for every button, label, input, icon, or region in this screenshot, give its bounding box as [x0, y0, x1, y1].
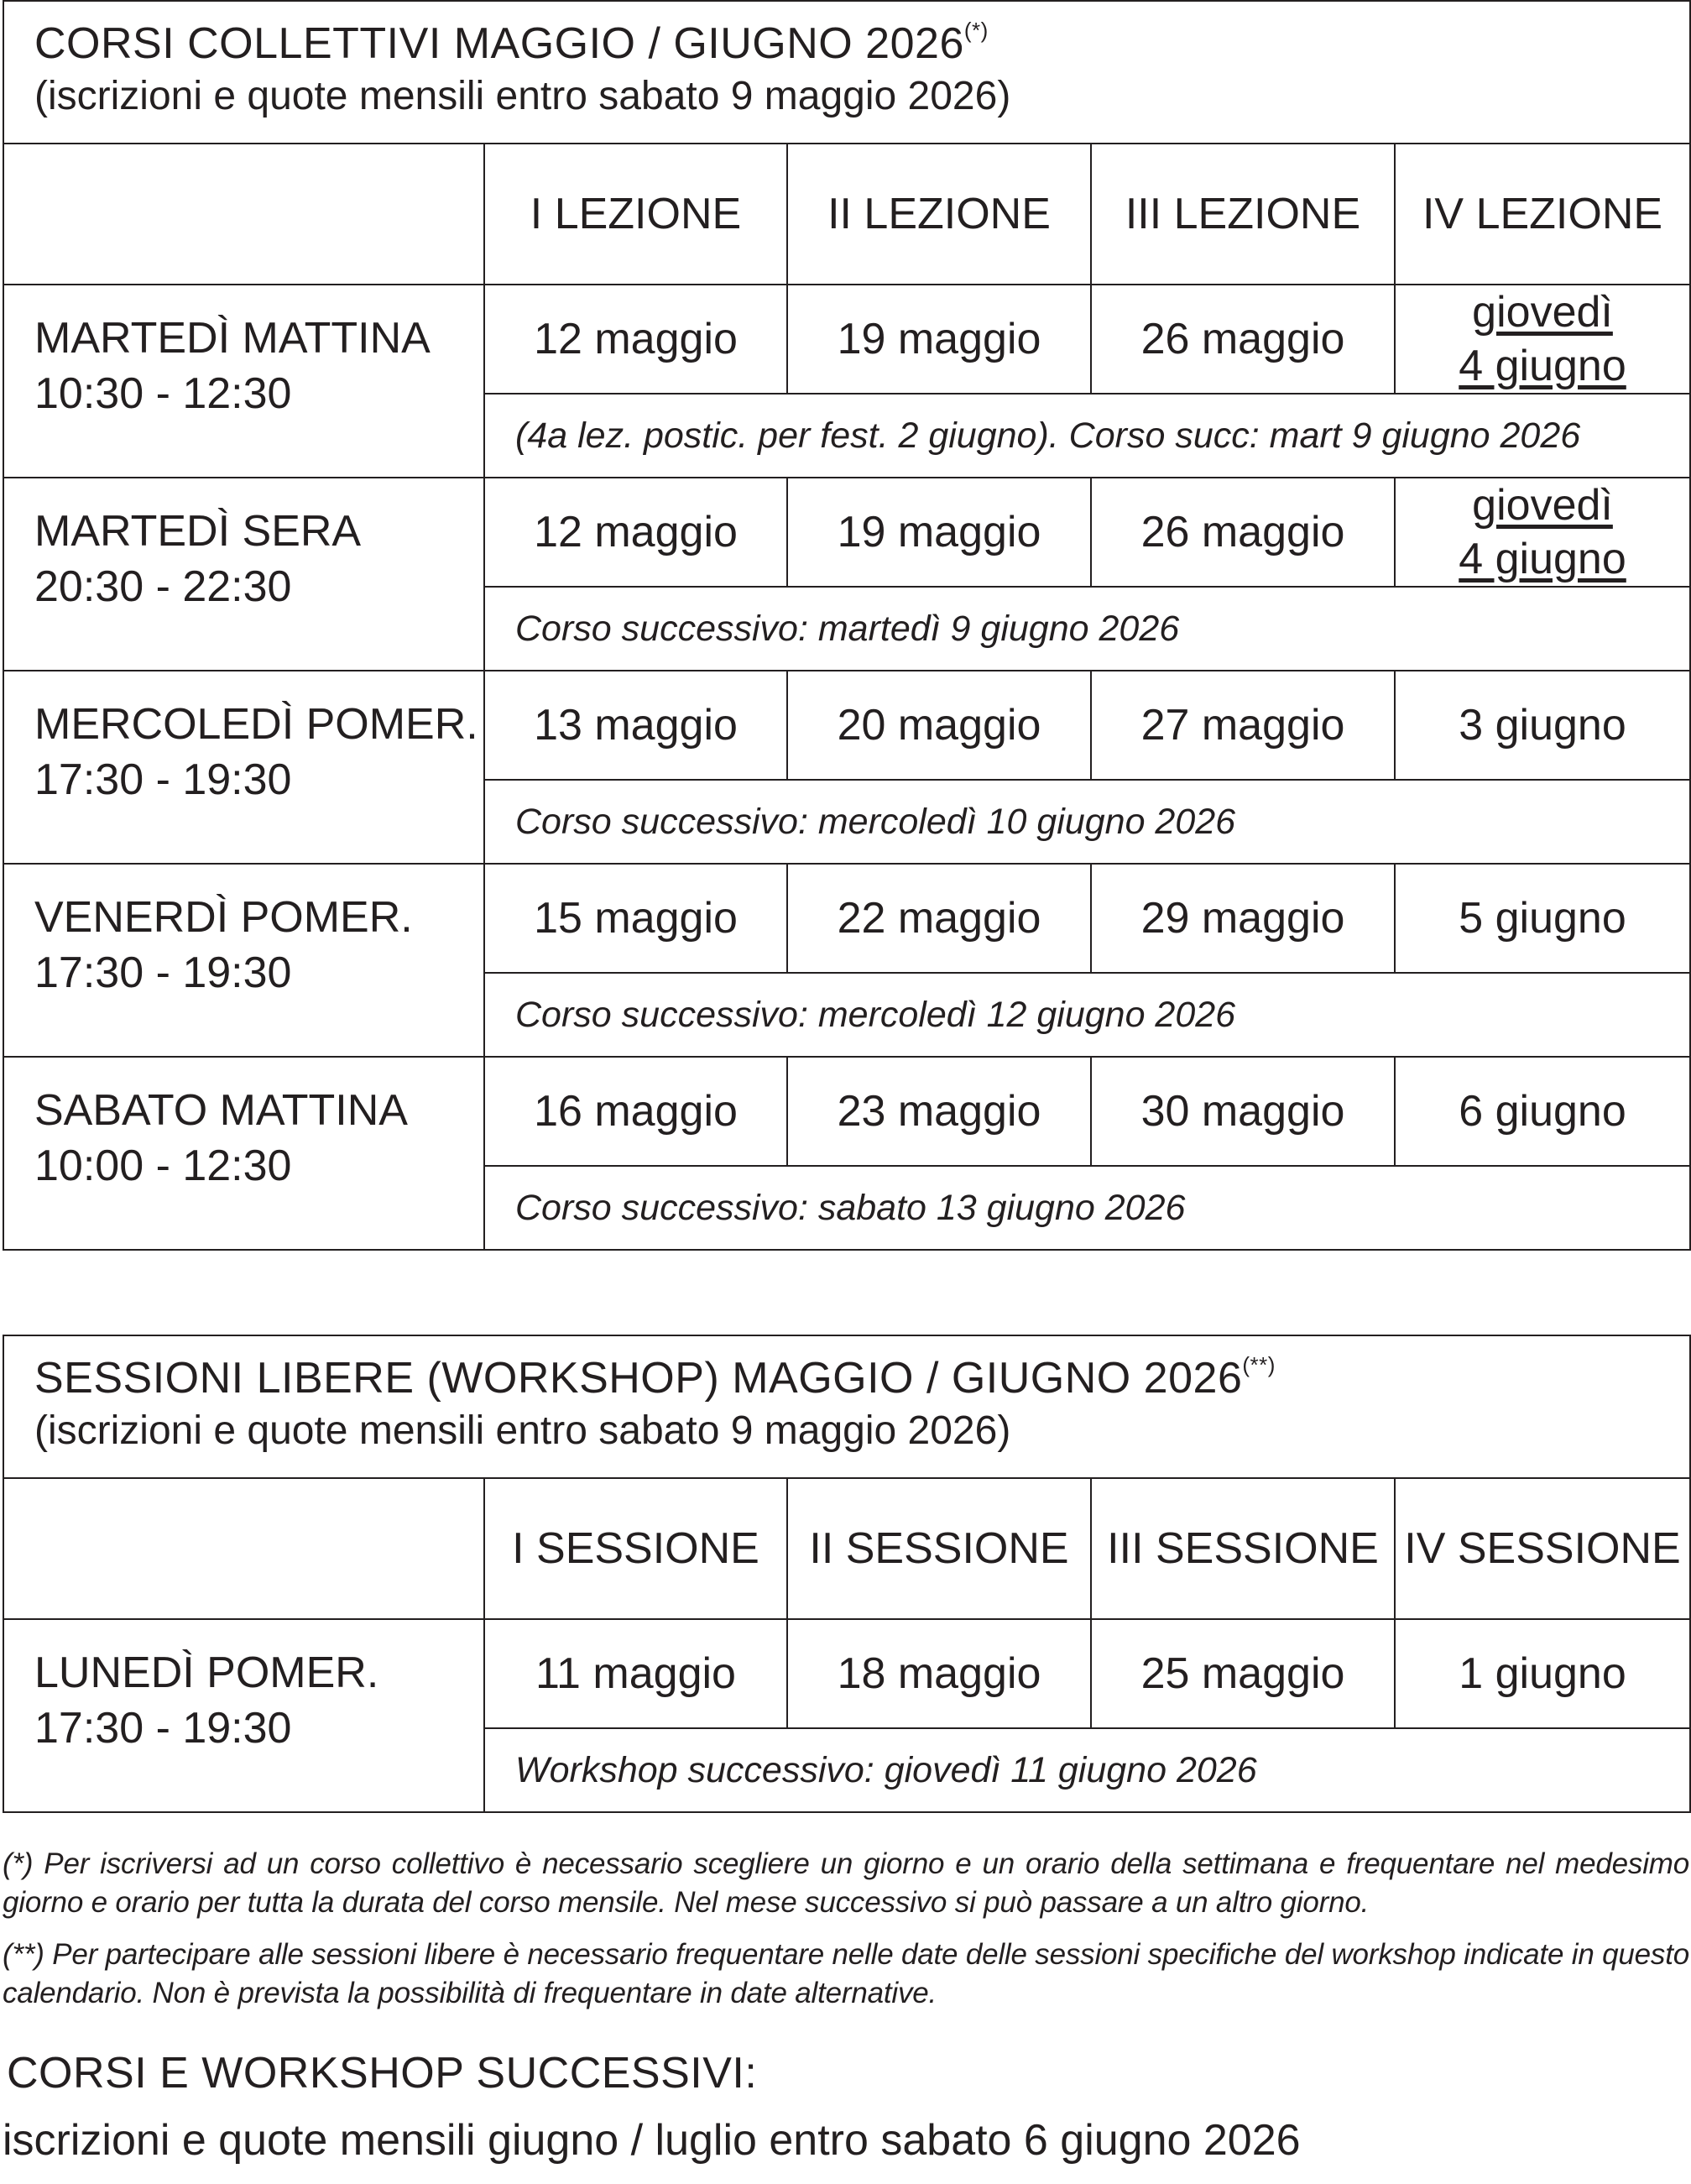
course-label: [3, 671, 484, 864]
postponed-day: giovedì: [1472, 288, 1613, 337]
workshops-title-text: SESSIONI LIBERE (WORKSHOP) MAGGIO / GIUGNO 2026: [34, 1354, 1243, 1403]
session-date: 18 maggio: [787, 1619, 1091, 1728]
workshops-schedule-table: [3, 1335, 1691, 1813]
lesson-date: 30 maggio: [1091, 1057, 1395, 1166]
course-time: 17:30 - 19:30: [34, 755, 292, 804]
column-header-lezione-3: III LEZIONE: [1091, 144, 1395, 285]
next-course-note: Corso successivo: mercoledì 12 giugno 2026: [484, 973, 1690, 1057]
courses-title-text: CORSI COLLETTIVI MAGGIO / GIUGNO 2026: [34, 19, 964, 68]
workshop-time: 17:30 - 19:30: [34, 1704, 292, 1753]
lesson-date: 20 maggio: [787, 671, 1091, 780]
column-header-lezione-1: I LEZIONE: [484, 144, 787, 285]
postponed-day: giovedì: [1472, 481, 1613, 530]
postponed-date: 4 giugno: [1459, 535, 1626, 583]
table-row: [3, 864, 1690, 973]
column-header-sessione-1: I SESSIONE: [484, 1478, 787, 1619]
lesson-date: 15 maggio: [484, 864, 787, 973]
course-time: 20:30 - 22:30: [34, 562, 292, 611]
course-day: MARTEDÌ MATTINA: [34, 314, 431, 363]
session-date: 25 maggio: [1091, 1619, 1395, 1728]
table-row: [3, 671, 1690, 780]
table-row: [3, 478, 1690, 587]
next-courses-enrollment-text: iscrizioni e quote mensili giugno / luglio entro sabato 6 giugno 2026: [3, 2116, 1301, 2165]
next-workshop-note: Workshop successivo: giovedì 11 giugno 2026: [484, 1728, 1690, 1812]
workshops-title-row: [3, 1335, 1690, 1478]
lesson-date-postponed: [1395, 285, 1690, 394]
column-header-sessione-2: II SESSIONE: [787, 1478, 1091, 1619]
workshops-header-empty: [3, 1478, 484, 1619]
table-row: [3, 1619, 1690, 1728]
workshops-title: [34, 1351, 1689, 1405]
lesson-date: 29 maggio: [1091, 864, 1395, 973]
course-day: SABATO MATTINA: [34, 1086, 408, 1135]
workshops-subtitle: (iscrizioni e quote mensili entro sabato 9 maggio 2026): [34, 1408, 1011, 1453]
courses-title-footnote-mark: (*): [963, 18, 989, 43]
lesson-date: 23 maggio: [787, 1057, 1091, 1166]
session-date: 1 giugno: [1395, 1619, 1690, 1728]
lesson-date: 5 giugno: [1395, 864, 1690, 973]
workshops-footnote: (**) Per partecipare alle sessioni libere è necessario frequentare nelle date delle sessioni specifiche del workshop indicate in questo calendario. Non è prevista la possibilità di frequentare in date alternative.: [3, 1938, 1689, 2009]
course-day: MARTEDÌ SERA: [34, 507, 362, 556]
next-course-note: Corso successivo: mercoledì 10 giugno 2026: [484, 780, 1690, 864]
course-label: [3, 478, 484, 671]
courses-subtitle: (iscrizioni e quote mensili entro sabato 9 maggio 2026): [34, 74, 1011, 118]
workshops-title-footnote-mark: (**): [1242, 1352, 1276, 1377]
course-label: [3, 285, 484, 478]
courses-header-row: [3, 144, 1690, 285]
course-label: [3, 1057, 484, 1250]
lesson-date: 27 maggio: [1091, 671, 1395, 780]
courses-title-cell: [3, 1, 1690, 144]
lesson-date: 12 maggio: [484, 285, 787, 394]
workshops-title-cell: [3, 1335, 1690, 1478]
lesson-date: 19 maggio: [787, 285, 1091, 394]
next-courses-heading: CORSI E WORKSHOP SUCCESSIVI:: [7, 2049, 758, 2098]
table-row: [3, 1057, 1690, 1166]
postponed-date: 4 giugno: [1459, 342, 1626, 390]
lesson-date: 19 maggio: [787, 478, 1091, 587]
lesson-date: 22 maggio: [787, 864, 1091, 973]
course-time: 17:30 - 19:30: [34, 948, 292, 997]
session-date: 11 maggio: [484, 1619, 787, 1728]
courses-title-row: [3, 1, 1690, 144]
lesson-date-postponed: [1395, 478, 1690, 587]
column-header-lezione-4: IV LEZIONE: [1395, 144, 1690, 285]
lesson-date: 26 maggio: [1091, 478, 1395, 587]
lesson-date: 26 maggio: [1091, 285, 1395, 394]
courses-schedule-table: [3, 0, 1691, 1251]
lesson-date: 6 giugno: [1395, 1057, 1690, 1166]
lesson-date: 16 maggio: [484, 1057, 787, 1166]
next-course-note: Corso successivo: sabato 13 giugno 2026: [484, 1166, 1690, 1250]
course-time: 10:30 - 12:30: [34, 369, 292, 418]
lesson-date: 3 giugno: [1395, 671, 1690, 780]
workshop-day: LUNEDÌ POMER.: [34, 1648, 379, 1697]
courses-header-empty: [3, 144, 484, 285]
column-header-sessione-3: III SESSIONE: [1091, 1478, 1395, 1619]
lesson-date: 13 maggio: [484, 671, 787, 780]
workshop-label: [3, 1619, 484, 1812]
lesson-date: 12 maggio: [484, 478, 787, 587]
course-time: 10:00 - 12:30: [34, 1142, 292, 1190]
column-header-lezione-2: II LEZIONE: [787, 144, 1091, 285]
course-day: MERCOLEDÌ POMER.: [34, 700, 478, 749]
next-course-note: Corso successivo: martedì 9 giugno 2026: [484, 587, 1690, 671]
courses-footnote: (*) Per iscriversi ad un corso collettivo è necessario scegliere un giorno e un orario della settimana e frequentare nel medesimo giorno e orario per tutta la durata del corso mensile. Nel mese successivo si può passare a un altro giorno.: [3, 1847, 1689, 1919]
table-row: [3, 285, 1690, 394]
column-header-sessione-4: IV SESSIONE: [1395, 1478, 1690, 1619]
course-day: VENERDÌ POMER.: [34, 893, 413, 942]
courses-title: [34, 17, 1689, 71]
next-course-note: (4a lez. postic. per fest. 2 giugno). Corso succ: mart 9 giugno 2026: [484, 394, 1690, 478]
workshops-header-row: [3, 1478, 1690, 1619]
course-label: [3, 864, 484, 1057]
